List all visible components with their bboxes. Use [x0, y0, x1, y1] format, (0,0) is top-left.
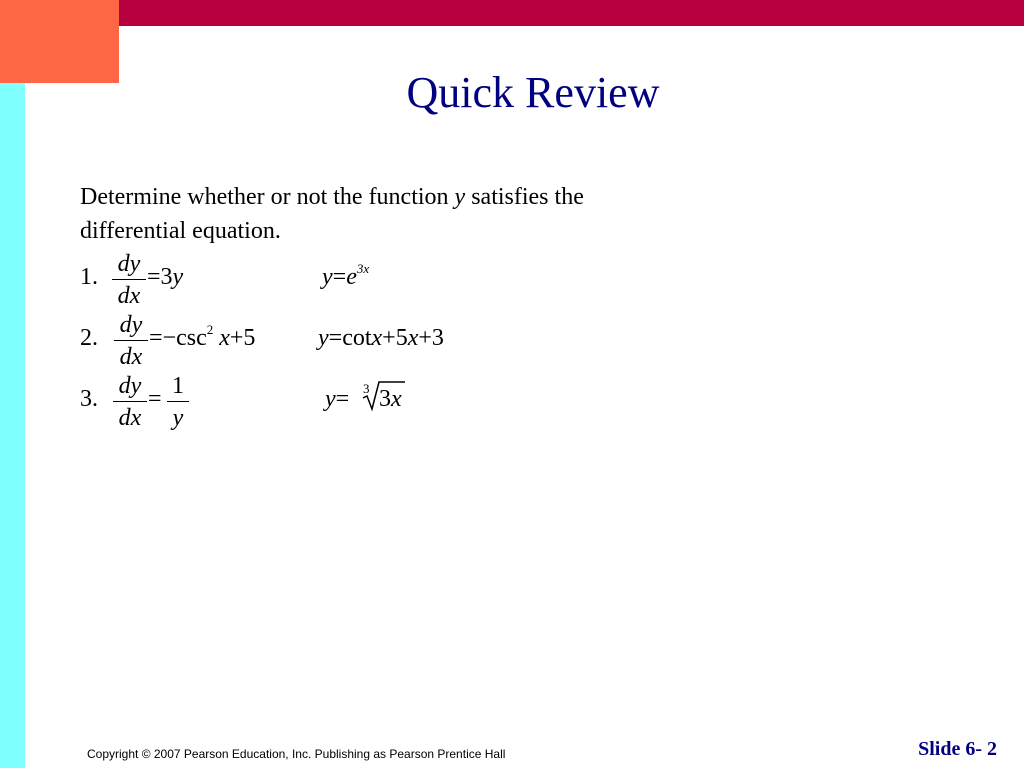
- problem-2-sol-x2: x: [407, 325, 419, 351]
- problem-2-rhs-a: =−csc: [149, 325, 207, 351]
- problem-2-sol-a: =cot: [328, 325, 372, 351]
- problem-3-radicand: [379, 386, 402, 413]
- problem-1-rhs-var: y: [172, 264, 184, 290]
- problem-2-sol-c: +3: [418, 325, 444, 351]
- intro-before: Determine whether or not the function: [80, 184, 455, 210]
- fraction-bar: [113, 401, 147, 402]
- problem-1-rhs: [147, 264, 183, 291]
- fraction-bar: [167, 401, 189, 402]
- problem-1-sol-y: y: [322, 264, 333, 290]
- problem-2-derivative: [114, 311, 148, 371]
- problem-2-sol-x1: x: [371, 325, 383, 351]
- problem-3-root-index: 3: [363, 381, 370, 396]
- footer-copyright: Copyright © 2007 Pearson Education, Inc. Publishing as Pearson Prentice Hall: [87, 747, 506, 761]
- problem-3-sol-lhs: [325, 386, 349, 413]
- problem-3-deriv-num: dy: [118, 373, 142, 399]
- problem-2-solution: [318, 325, 444, 352]
- problem-3-frac-num: 1: [172, 373, 184, 399]
- problem-2-sol-y: y: [318, 325, 329, 351]
- problem-1-sol-eq: =: [332, 264, 347, 290]
- problem-2-deriv-num: dy: [119, 312, 143, 338]
- fraction-bar: [114, 340, 148, 341]
- problem-2-number: 2.: [80, 325, 98, 351]
- intro-var: y: [454, 184, 466, 210]
- problem-3-rhs-fraction: [167, 372, 189, 432]
- problem-1-number: 1.: [80, 264, 98, 290]
- problem-1-sol-base: e: [346, 264, 357, 290]
- problem-2-rhs: [149, 322, 256, 352]
- problem-2-rhs-var: x: [219, 325, 230, 351]
- intro-text: [80, 180, 680, 248]
- problem-1-solution: [322, 261, 370, 291]
- top-accent-bar: [0, 0, 1024, 26]
- problem-3-derivative: [113, 372, 147, 432]
- problem-1-sol-exp: 3x: [356, 261, 370, 276]
- slide-number: Slide 6- 2: [918, 738, 997, 760]
- side-accent-bar: [0, 83, 25, 768]
- problem-3-frac-den: y: [172, 405, 184, 431]
- problem-3-deriv-den: dx: [118, 405, 142, 431]
- problem-3-radicand-var: x: [391, 386, 402, 412]
- problem-3-sol-y: y: [325, 386, 336, 412]
- slide-title: Quick Review: [406, 68, 660, 117]
- problem-3-radicand-num: 3: [379, 386, 391, 412]
- problem-1-deriv-den: dx: [117, 283, 141, 309]
- problem-1-deriv-num: dy: [117, 251, 141, 277]
- problem-2-sol-b: +5: [382, 325, 408, 351]
- problem-3-rhs-eq: =: [148, 386, 162, 412]
- problem-2-rhs-exp: 2: [206, 322, 214, 337]
- problem-2-deriv-den: dx: [119, 344, 143, 370]
- fraction-bar: [112, 279, 146, 280]
- problem-1-derivative: [112, 250, 146, 310]
- problem-1-rhs-text: =3: [147, 264, 173, 290]
- problem-3-number: 3.: [80, 386, 98, 412]
- intro-after: satisfies the differential equation.: [80, 184, 584, 244]
- problem-3-sol-eq: =: [335, 386, 350, 412]
- problem-2-rhs-b: +5: [229, 325, 256, 351]
